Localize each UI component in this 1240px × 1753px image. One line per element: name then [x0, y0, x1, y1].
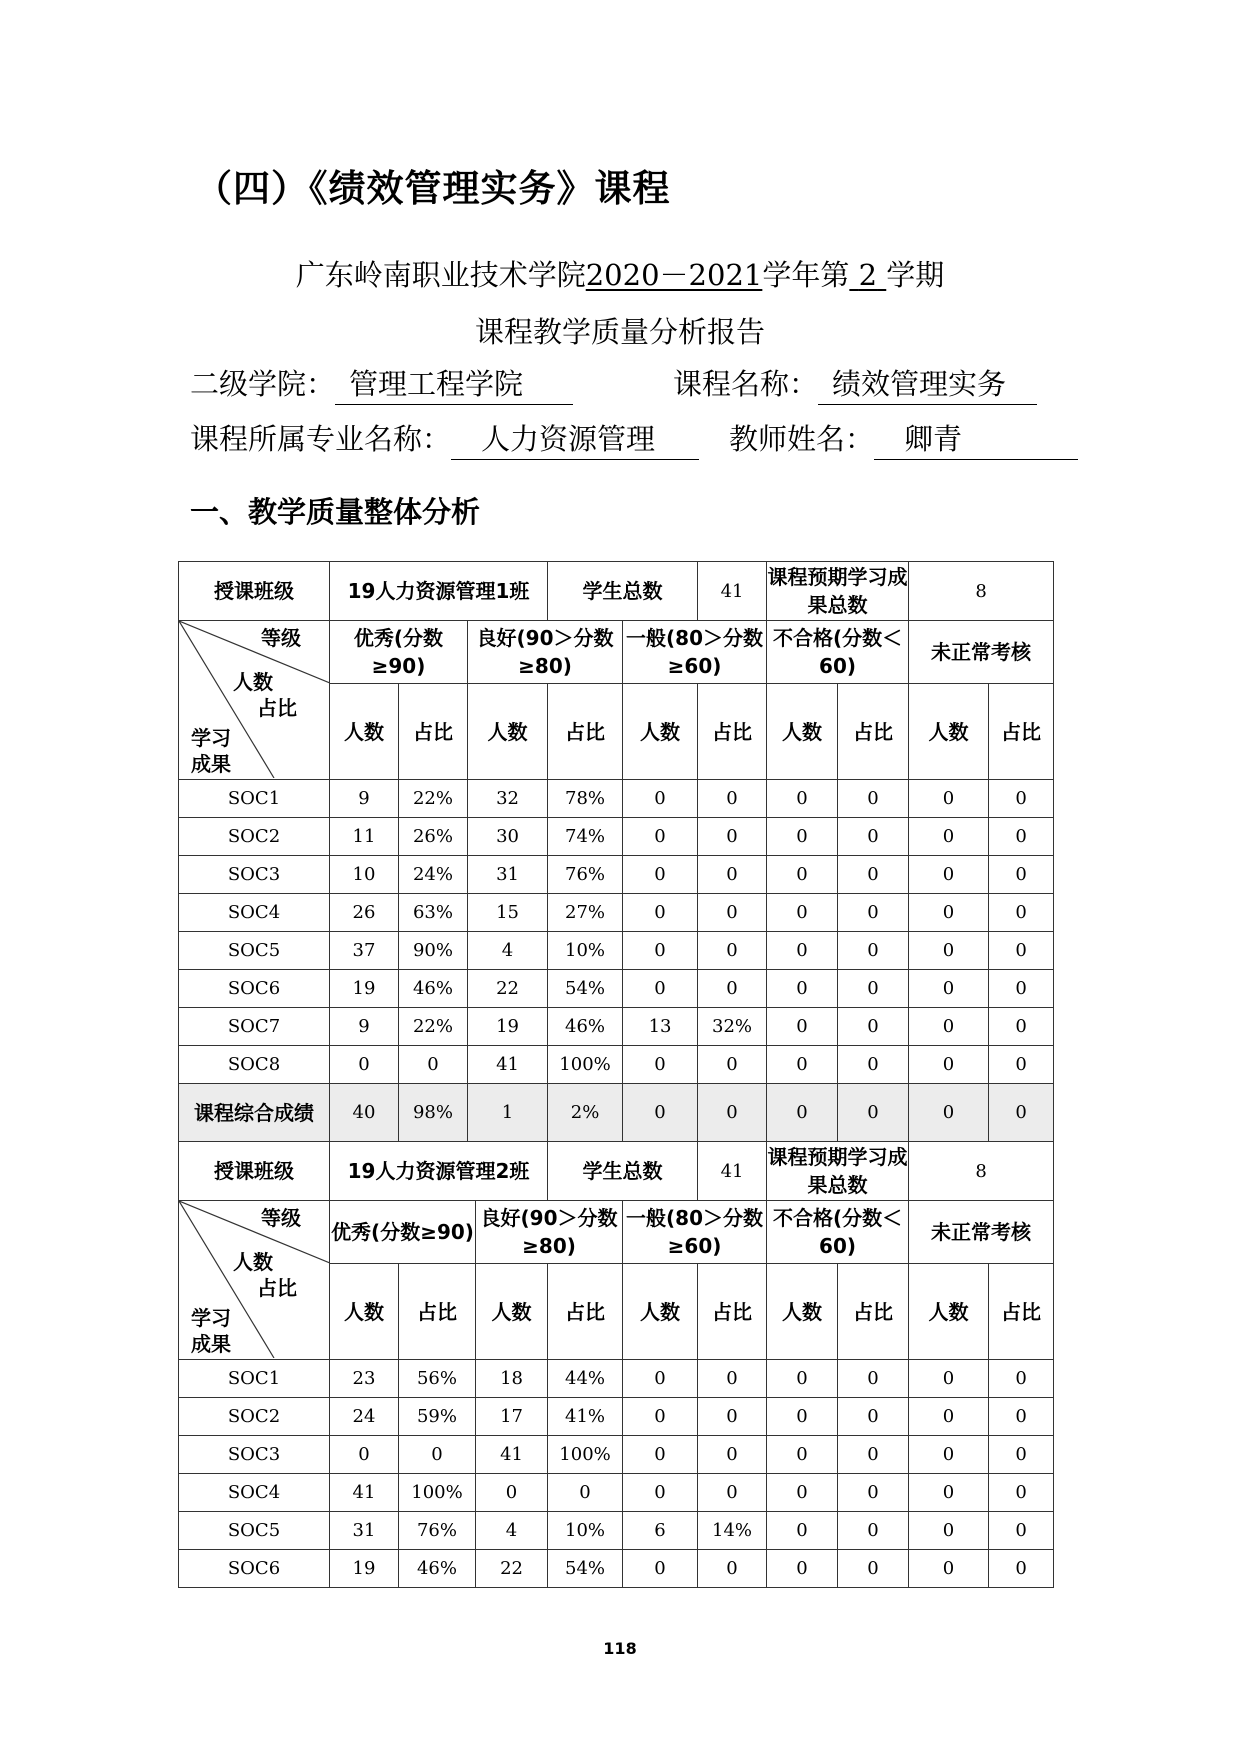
table-cell: 0 — [909, 894, 989, 932]
course-value: 绩效管理实务 — [818, 364, 1037, 405]
total-cell: 2% — [548, 1084, 623, 1142]
ratio-header: 占比 — [989, 1264, 1054, 1360]
table-cell: 26 — [330, 894, 399, 932]
table-cell: 19 — [330, 970, 399, 1008]
students-value: 41 — [698, 562, 767, 621]
table-cell: 0 — [623, 1550, 698, 1588]
table-row — [179, 932, 1054, 970]
table-cell: 0 — [838, 932, 909, 970]
table-cell: 0 — [909, 1550, 989, 1588]
table-cell: 24% — [399, 856, 468, 894]
table-cell: 23 — [330, 1360, 399, 1398]
report-subtitle: 课程教学质量分析报告 — [474, 315, 765, 349]
grade-good: 良好(90＞分数≥80) — [476, 1201, 623, 1264]
outcome-name: SOC6 — [179, 970, 330, 1008]
table-cell: 0 — [623, 970, 698, 1008]
quality-table-class-1 — [178, 561, 1054, 1142]
ratio-header: 占比 — [399, 1264, 476, 1360]
table-1-body — [179, 780, 1054, 1084]
table-cell: 0 — [767, 1474, 838, 1512]
table-row — [179, 1550, 1054, 1588]
semester-number: 2 — [858, 258, 878, 292]
table-cell: 10% — [548, 1512, 623, 1550]
diag-outcome-label-1: 学习 — [191, 726, 231, 750]
table-cell: 0 — [989, 1550, 1054, 1588]
count-header: 人数 — [767, 1264, 838, 1360]
table-cell: 0 — [623, 818, 698, 856]
table-cell: 90% — [399, 932, 468, 970]
page-number: 118 — [603, 1639, 637, 1658]
quality-table-class-2 — [178, 1141, 1054, 1588]
table-cell: 0 — [767, 1046, 838, 1084]
total-cell: 40 — [330, 1084, 399, 1142]
table-cell: 0 — [767, 780, 838, 818]
table-cell: 0 — [838, 856, 909, 894]
outcome-name: SOC1 — [179, 780, 330, 818]
table-cell: 0 — [909, 970, 989, 1008]
table-cell: 0 — [989, 970, 1054, 1008]
table-cell: 0 — [767, 1398, 838, 1436]
grade-absent: 未正常考核 — [909, 1201, 1054, 1264]
table-cell: 17 — [476, 1398, 548, 1436]
diag-count-label: 人数 — [233, 1250, 273, 1274]
diag-ratio-label: 占比 — [257, 1276, 297, 1300]
table-cell: 19 — [330, 1550, 399, 1588]
info-row-major — [190, 417, 1078, 460]
table-cell: 74% — [548, 818, 623, 856]
table-cell: 0 — [909, 780, 989, 818]
table-cell: 54% — [548, 970, 623, 1008]
table-cell: 27% — [548, 894, 623, 932]
table-cell: 0 — [838, 1360, 909, 1398]
table-cell: 76% — [548, 856, 623, 894]
table-row — [179, 970, 1054, 1008]
table-cell: 22 — [476, 1550, 548, 1588]
count-header: 人数 — [330, 1264, 399, 1360]
major-label: 课程所属专业名称： — [190, 422, 452, 456]
table-cell: 44% — [548, 1360, 623, 1398]
table-cell: 0 — [838, 1474, 909, 1512]
table-row — [179, 856, 1054, 894]
table-cell: 0 — [909, 818, 989, 856]
course-label: 课程名称： — [673, 367, 819, 401]
students-label: 学生总数 — [548, 1142, 698, 1201]
table-cell: 56% — [399, 1360, 476, 1398]
table-cell: 54% — [548, 1550, 623, 1588]
year-suffix: 学年第 — [762, 258, 850, 292]
table-cell: 10% — [548, 932, 623, 970]
table-cell: 0 — [330, 1046, 399, 1084]
ratio-header: 占比 — [698, 1264, 767, 1360]
outcome-name: SOC5 — [179, 1512, 330, 1550]
total-cell: 0 — [767, 1084, 838, 1142]
school-name: 广东岭南职业技术学院 — [295, 258, 586, 292]
outcome-name: SOC1 — [179, 1360, 330, 1398]
table-cell: 41 — [476, 1436, 548, 1474]
outcome-name: SOC6 — [179, 1550, 330, 1588]
table-cell: 0 — [909, 1008, 989, 1046]
ratio-header: 占比 — [399, 684, 468, 780]
table-cell: 0 — [623, 1474, 698, 1512]
ratio-header: 占比 — [989, 684, 1054, 780]
table-cell: 4 — [476, 1512, 548, 1550]
table-cell: 0 — [698, 1474, 767, 1512]
table-cell: 0 — [767, 932, 838, 970]
teacher-label: 教师姓名： — [729, 422, 875, 456]
outcome-name: SOC8 — [179, 1046, 330, 1084]
diag-outcome-label-2: 成果 — [191, 1332, 231, 1356]
section-heading: 一、教学质量整体分析 — [190, 495, 481, 529]
total-row-label: 课程综合成绩 — [179, 1084, 330, 1142]
table-cell: 100% — [548, 1436, 623, 1474]
table-cell: 0 — [989, 780, 1054, 818]
table-cell: 0 — [330, 1436, 399, 1474]
table-cell: 31 — [468, 856, 548, 894]
diag-count-label: 人数 — [233, 670, 273, 694]
diag-grade-label: 等级 — [261, 1206, 301, 1230]
students-value: 41 — [698, 1142, 767, 1201]
college-value: 管理工程学院 — [335, 364, 573, 405]
table-cell: 41 — [330, 1474, 399, 1512]
semester-suffix: 学期 — [886, 258, 945, 292]
table-cell: 0 — [698, 970, 767, 1008]
table-row — [179, 1008, 1054, 1046]
table-cell: 4 — [468, 932, 548, 970]
table-cell: 0 — [767, 818, 838, 856]
info-row-college — [190, 362, 1037, 405]
table-cell: 41 — [468, 1046, 548, 1084]
table-cell: 0 — [989, 1046, 1054, 1084]
table-cell: 0 — [838, 1046, 909, 1084]
table-cell: 0 — [623, 1360, 698, 1398]
table-cell: 0 — [623, 1046, 698, 1084]
table-cell: 37 — [330, 932, 399, 970]
table-cell: 0 — [989, 818, 1054, 856]
diag-ratio-label: 占比 — [257, 696, 297, 720]
grade-ok: 一般(80＞分数≥60) — [623, 1201, 767, 1264]
table-cell: 0 — [989, 1474, 1054, 1512]
total-cell: 0 — [989, 1084, 1054, 1142]
table-cell: 59% — [399, 1398, 476, 1436]
table-cell: 78% — [548, 780, 623, 818]
count-header: 人数 — [909, 1264, 989, 1360]
count-header: 人数 — [476, 1264, 548, 1360]
table-cell: 0 — [909, 932, 989, 970]
total-row — [179, 1084, 1054, 1142]
diag-outcome-label-1: 学习 — [191, 1306, 231, 1330]
table-cell: 22% — [399, 780, 468, 818]
table-cell: 0 — [909, 1360, 989, 1398]
table-cell: 0 — [909, 1436, 989, 1474]
grade-excellent: 优秀(分数≥90) — [330, 621, 468, 684]
ratio-header: 占比 — [838, 684, 909, 780]
table-cell: 0 — [698, 1398, 767, 1436]
table-cell: 0 — [698, 1550, 767, 1588]
table-cell: 18 — [476, 1360, 548, 1398]
table-cell: 0 — [698, 1046, 767, 1084]
table-cell: 0 — [838, 1398, 909, 1436]
diagonal-header — [179, 621, 330, 780]
table-cell: 0 — [698, 894, 767, 932]
outcome-name: SOC3 — [179, 856, 330, 894]
table-cell: 0 — [989, 932, 1054, 970]
outcome-name: SOC2 — [179, 1398, 330, 1436]
table-cell: 0 — [989, 894, 1054, 932]
table-cell: 0 — [767, 1360, 838, 1398]
table-cell: 0 — [623, 1398, 698, 1436]
table-cell: 0 — [838, 1436, 909, 1474]
quality-tables — [178, 561, 1053, 1588]
table-row — [179, 1398, 1054, 1436]
grade-fail: 不合格(分数＜60) — [767, 1201, 909, 1264]
table-cell: 0 — [838, 1512, 909, 1550]
class-name: 19人力资源管理1班 — [330, 562, 548, 621]
table-cell: 15 — [468, 894, 548, 932]
table-cell: 0 — [909, 1474, 989, 1512]
ratio-header: 占比 — [548, 1264, 623, 1360]
table-cell: 0 — [909, 1398, 989, 1436]
ratio-header: 占比 — [548, 684, 623, 780]
table-cell: 63% — [399, 894, 468, 932]
outcome-name: SOC3 — [179, 1436, 330, 1474]
table-cell: 0 — [698, 856, 767, 894]
diagonal-header — [179, 1201, 330, 1360]
table-cell: 0 — [989, 856, 1054, 894]
table-cell: 0 — [399, 1436, 476, 1474]
outcome-name: SOC7 — [179, 1008, 330, 1046]
table-cell: 41% — [548, 1398, 623, 1436]
count-header: 人数 — [767, 684, 838, 780]
table-cell: 0 — [623, 856, 698, 894]
table-cell: 0 — [767, 1008, 838, 1046]
count-header: 人数 — [468, 684, 548, 780]
table-cell: 13 — [623, 1008, 698, 1046]
table-cell: 0 — [767, 894, 838, 932]
table-row — [179, 1474, 1054, 1512]
table-cell: 32% — [698, 1008, 767, 1046]
outcomes-total-label: 课程预期学习成果总数 — [767, 562, 909, 621]
table-cell: 46% — [399, 1550, 476, 1588]
table-cell: 0 — [838, 1008, 909, 1046]
outcome-name: SOC4 — [179, 1474, 330, 1512]
class-label: 授课班级 — [179, 562, 330, 621]
table-cell: 0 — [767, 970, 838, 1008]
major-value: 人力资源管理 — [451, 419, 699, 460]
table-cell: 0 — [767, 856, 838, 894]
table-cell: 19 — [468, 1008, 548, 1046]
table-cell: 11 — [330, 818, 399, 856]
table-cell: 0 — [623, 932, 698, 970]
grade-excellent: 优秀(分数≥90) — [330, 1201, 476, 1264]
table-cell: 0 — [623, 1436, 698, 1474]
table-cell: 0 — [989, 1436, 1054, 1474]
table-cell: 0 — [623, 780, 698, 818]
total-cell: 1 — [468, 1084, 548, 1142]
table-cell: 0 — [623, 894, 698, 932]
table-cell: 0 — [989, 1398, 1054, 1436]
table-cell: 31 — [330, 1512, 399, 1550]
count-header: 人数 — [623, 1264, 698, 1360]
academic-years: 2020－2021 — [585, 258, 763, 292]
table-row — [179, 894, 1054, 932]
total-cell: 0 — [838, 1084, 909, 1142]
table-cell: 0 — [838, 970, 909, 1008]
table-cell: 30 — [468, 818, 548, 856]
outcome-name: SOC2 — [179, 818, 330, 856]
college-label: 二级学院： — [190, 367, 336, 401]
count-header: 人数 — [623, 684, 698, 780]
class-label: 授课班级 — [179, 1142, 330, 1201]
table-row — [179, 1512, 1054, 1550]
table-cell: 6 — [623, 1512, 698, 1550]
grade-ok: 一般(80＞分数≥60) — [623, 621, 767, 684]
table-cell: 0 — [909, 1046, 989, 1084]
table-cell: 0 — [909, 856, 989, 894]
table-cell: 0 — [767, 1550, 838, 1588]
grade-absent: 未正常考核 — [909, 621, 1054, 684]
count-header: 人数 — [330, 684, 399, 780]
table-cell: 46% — [548, 1008, 623, 1046]
total-cell: 0 — [909, 1084, 989, 1142]
diag-outcome-label-2: 成果 — [191, 752, 231, 776]
class-name: 19人力资源管理2班 — [330, 1142, 548, 1201]
total-cell: 0 — [698, 1084, 767, 1142]
table-cell: 0 — [698, 932, 767, 970]
table-cell: 9 — [330, 1008, 399, 1046]
table-cell: 0 — [838, 1550, 909, 1588]
table-cell: 0 — [838, 894, 909, 932]
table-cell: 26% — [399, 818, 468, 856]
table-row — [179, 1436, 1054, 1474]
table-row — [179, 818, 1054, 856]
table-row — [179, 780, 1054, 818]
outcomes-total-value: 8 — [909, 562, 1054, 621]
total-cell: 98% — [399, 1084, 468, 1142]
table-cell: 0 — [548, 1474, 623, 1512]
table-row — [179, 1360, 1054, 1398]
table-cell: 10 — [330, 856, 399, 894]
table-cell: 24 — [330, 1398, 399, 1436]
students-label: 学生总数 — [548, 562, 698, 621]
report-title-line — [0, 253, 1240, 294]
table-cell: 0 — [989, 1512, 1054, 1550]
table-cell: 0 — [838, 780, 909, 818]
table-cell: 0 — [767, 1436, 838, 1474]
table-cell: 0 — [399, 1046, 468, 1084]
table-cell: 46% — [399, 970, 468, 1008]
table-cell: 14% — [698, 1512, 767, 1550]
table-cell: 22 — [468, 970, 548, 1008]
table-cell: 76% — [399, 1512, 476, 1550]
table-cell: 32 — [468, 780, 548, 818]
table-cell: 0 — [989, 1360, 1054, 1398]
table-cell: 0 — [698, 1436, 767, 1474]
table-cell: 9 — [330, 780, 399, 818]
ratio-header: 占比 — [698, 684, 767, 780]
table-cell: 0 — [989, 1008, 1054, 1046]
table-row — [179, 1046, 1054, 1084]
section-title: （四）《绩效管理实务》课程 — [195, 167, 671, 210]
table-cell: 0 — [909, 1512, 989, 1550]
table-cell: 0 — [838, 818, 909, 856]
table-cell: 22% — [399, 1008, 468, 1046]
table-cell: 0 — [767, 1512, 838, 1550]
table-cell: 100% — [548, 1046, 623, 1084]
grade-good: 良好(90＞分数≥80) — [468, 621, 623, 684]
table-cell: 100% — [399, 1474, 476, 1512]
table-cell: 0 — [698, 818, 767, 856]
table-cell: 0 — [698, 1360, 767, 1398]
total-cell: 0 — [623, 1084, 698, 1142]
table-cell: 0 — [698, 780, 767, 818]
table-cell: 0 — [476, 1474, 548, 1512]
table-2-body — [179, 1360, 1054, 1588]
diag-grade-label: 等级 — [261, 626, 301, 650]
outcomes-total-value: 8 — [909, 1142, 1054, 1201]
grade-fail: 不合格(分数＜60) — [767, 621, 909, 684]
count-header: 人数 — [909, 684, 989, 780]
ratio-header: 占比 — [838, 1264, 909, 1360]
outcomes-total-label: 课程预期学习成果总数 — [767, 1142, 909, 1201]
outcome-name: SOC4 — [179, 894, 330, 932]
outcome-name: SOC5 — [179, 932, 330, 970]
teacher-value: 卿青 — [874, 419, 1078, 460]
